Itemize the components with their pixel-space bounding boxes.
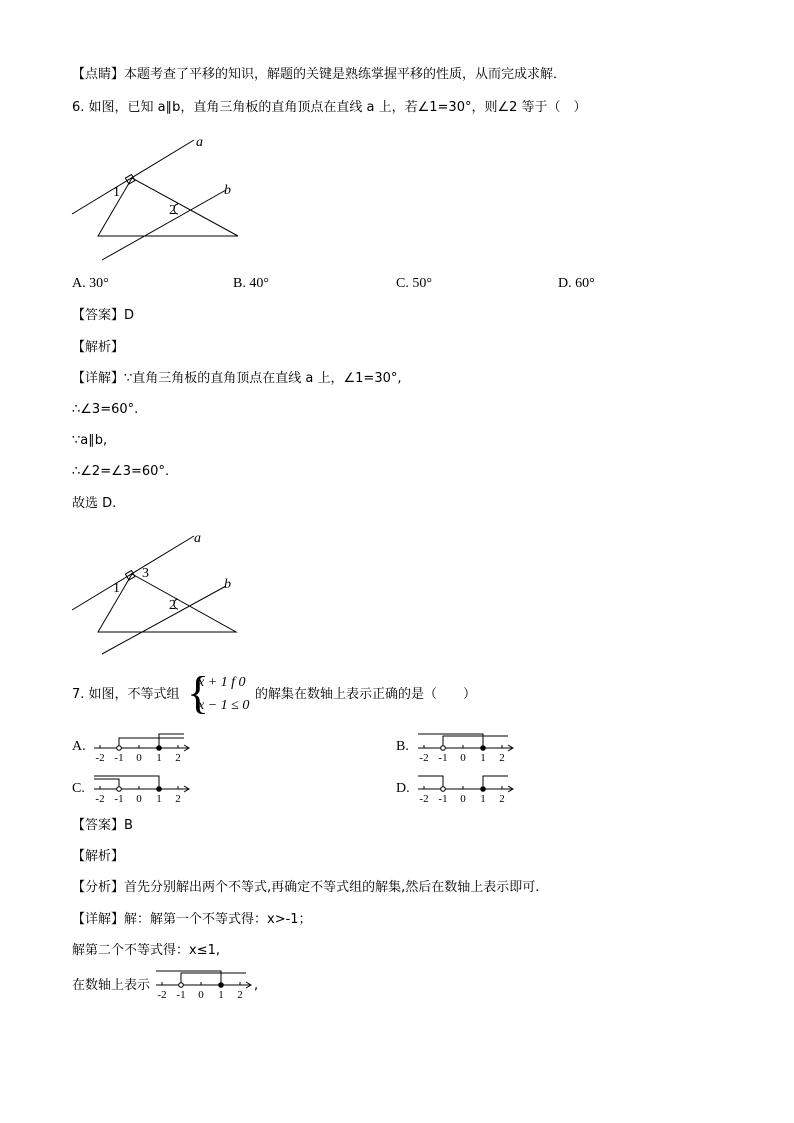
detail-6-line1: 【详解】∵直角三角板的直角顶点在直线 a 上，∠1=30°, (72, 371, 402, 386)
tick-label: 1 (218, 989, 224, 1001)
detail-6-line4: ∴∠2=∠3=60°. (72, 464, 170, 479)
solution-bracket (94, 776, 159, 789)
tick-label: 0 (136, 793, 142, 805)
tick-label: 1 (156, 793, 162, 805)
question-7-prefix: 7. 如图，不等式组 (72, 687, 180, 702)
tick-label: 0 (460, 752, 466, 764)
analysis-7-heading: 【解析】 (72, 849, 125, 864)
option-7-a-label[interactable]: A. (72, 739, 86, 754)
label-1: 1 (113, 581, 120, 596)
tick-label: -2 (95, 793, 105, 805)
analysis-7-text: 【分析】首先分别解出两个不等式,再确定不等式组的解集,然后在数轴上表示即可. (72, 880, 540, 895)
tick-label: -1 (438, 793, 448, 805)
detail-7-line3: 在数轴上表示 (72, 978, 151, 993)
label-a: a (196, 135, 203, 150)
answer-6: 【答案】D (72, 308, 135, 323)
option-6-a[interactable]: A. 30° (72, 276, 109, 291)
closed-dot (481, 746, 486, 751)
tick-label: -1 (114, 752, 124, 764)
option-6-d[interactable]: D. 60° (558, 276, 595, 291)
solution-bracket (443, 736, 508, 748)
tick-label: -2 (157, 989, 167, 1001)
detail-7-line2: 解第二个不等式得：x≤1, (72, 943, 220, 958)
tick-label: -2 (419, 752, 429, 764)
option-7-c-label[interactable]: C. (72, 781, 85, 796)
system-row2: x − 1 ≤ 0 (198, 698, 250, 713)
solution-bracket (119, 738, 184, 748)
number-line-solution (154, 969, 254, 1003)
solution-bracket (181, 973, 246, 985)
tick-label: 1 (480, 793, 486, 805)
option-6-b[interactable]: B. 40° (233, 276, 269, 291)
open-dot (117, 787, 122, 792)
answer-7: 【答案】B (72, 818, 133, 833)
detail-6-line2: ∴∠3=60°. (72, 402, 139, 417)
tick-label: 0 (136, 752, 142, 764)
question-7-suffix: 的解集在数轴上表示正确的是（ ） (255, 687, 477, 702)
label-2: 2 (169, 598, 176, 613)
label-1: 1 (113, 185, 120, 200)
solution-bracket (483, 776, 508, 789)
detail-6-line3: ∵a∥b, (72, 433, 108, 448)
open-dot (117, 746, 122, 751)
tick-label: -2 (95, 752, 105, 764)
detail-7-line3-end: , (254, 978, 259, 993)
tick-label: 2 (499, 793, 505, 805)
label-3: 3 (142, 566, 149, 581)
closed-dot (157, 746, 162, 751)
solution-bracket (418, 776, 443, 789)
tick-label: -1 (176, 989, 186, 1001)
closed-dot (219, 983, 224, 988)
figure-triangle-with-angle3 (60, 528, 260, 643)
analysis-6-heading: 【解析】 (72, 340, 125, 355)
tick-label: -2 (419, 793, 429, 805)
number-line-b[interactable] (416, 732, 516, 766)
tick-label: 2 (175, 752, 181, 764)
tick-label: 2 (237, 989, 243, 1001)
system-brace: { (187, 667, 210, 718)
solution-bracket (94, 779, 119, 789)
number-line-d[interactable] (416, 773, 516, 807)
comment-line: 【点睛】本题考查了平移的知识，解题的关键是熟练掌握平移的性质，从而完成求解． (72, 67, 567, 82)
open-dot (179, 983, 184, 988)
open-dot (441, 746, 446, 751)
option-6-c[interactable]: C. 50° (396, 276, 432, 291)
closed-dot (157, 787, 162, 792)
option-7-d-label[interactable]: D. (396, 781, 410, 796)
detail-7-line1: 【详解】解：解第一个不等式得：x>-1； (72, 912, 312, 927)
tick-label: 1 (156, 752, 162, 764)
label-b: b (224, 183, 231, 198)
label-b: b (224, 577, 231, 592)
option-7-b-label[interactable]: B. (396, 739, 409, 754)
detail-6-line5: 故选 D. (72, 496, 117, 511)
system-row1: x + 1 f 0 (198, 675, 246, 690)
label-2: 2 (169, 203, 176, 218)
label-a: a (194, 531, 201, 546)
closed-dot (481, 787, 486, 792)
tick-label: 0 (460, 793, 466, 805)
tick-label: 2 (499, 752, 505, 764)
solution-bracket (159, 734, 184, 748)
tick-label: 0 (198, 989, 204, 1001)
tick-label: 1 (480, 752, 486, 764)
tick-label: 2 (175, 793, 181, 805)
question-6: 6. 如图，已知 a∥b，直角三角板的直角顶点在直线 a 上，若∠1=30°，则∠2 等于（ ） (72, 100, 587, 115)
figure-triangle-parallel-lines (60, 132, 260, 247)
tick-label: -1 (438, 752, 448, 764)
tick-label: -1 (114, 793, 124, 805)
number-line-c[interactable] (92, 773, 192, 807)
open-dot (441, 787, 446, 792)
number-line-a[interactable] (92, 732, 192, 766)
